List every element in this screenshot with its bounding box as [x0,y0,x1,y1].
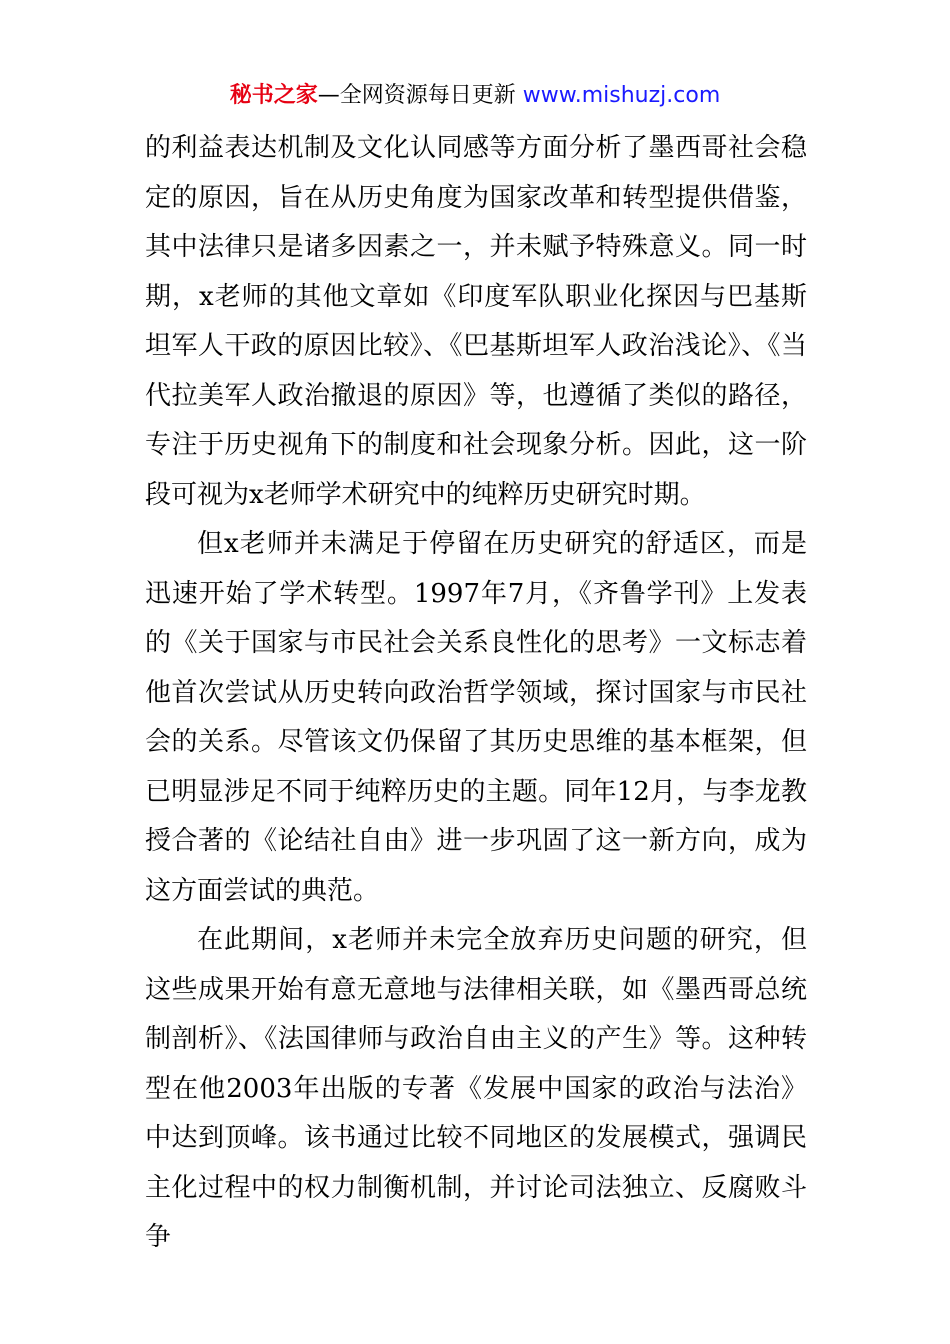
paragraph-3: 在此期间，x老师并未完全放弃历史问题的研究，但这些成果开始有意无意地与法律相关联，如《墨西哥总统制剖析》、《法国律师与政治自由主义的产生》等。这种转型在他2003年出版的专著《发展中国家的政治与法治》中达到顶峰。该书通过比较不同地区的发展模式，强调民主化过程中的权力制衡机制，并讨论司法独立、反腐败斗争 [145,925,807,1252]
paragraph-1: 的利益表达机制及文化认同感等方面分析了墨西哥社会稳定的原因，旨在从历史角度为国家改革和转型提供借鉴，其中法律只是诸多因素之一，并未赋予特殊意义。同一时期，x老师的其他文章如《印度军队职业化探因与巴基斯坦军人干政的原因比较》、《巴基斯坦军人政治浅论》、《当代拉美军人政治撤退的原因》等，也遵循了类似的路径，专注于历史视角下的制度和社会现象分析。因此，这一阶段可视为x老师学术研究中的纯粹历史研究时期。 [145,133,807,510]
page-header [0,78,950,114]
header-tagline: —全网资源每日更新 [317,83,523,108]
site-url-link[interactable]: www.mishuzj.com [522,83,721,108]
document-body [145,124,807,1263]
paragraph-2: 但x老师并未满足于停留在历史研究的舒适区，而是迅速开始了学术转型。1997年7月，《齐鲁学刊》上发表的《关于国家与市民社会关系良性化的思考》一文标志着他首次尝试从历史转向政治哲学领域，探讨国家与市民社会的关系。尽管该文仍保留了其历史思维的基本框架，但已明显涉足不同于纯粹历史的主题。同年12月，与李龙教授合著的《论结社自由》进一步巩固了这一新方向，成为这方面尝试的典范。 [145,529,807,906]
brand-name: 秘书之家 [229,83,318,108]
